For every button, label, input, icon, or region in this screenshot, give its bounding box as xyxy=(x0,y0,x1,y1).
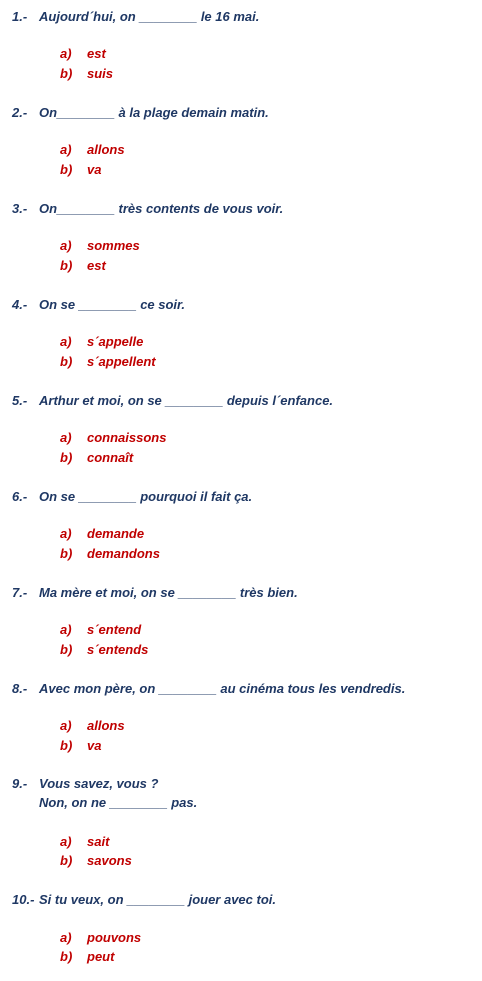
question-text: Si tu veux, on ________ jouer avec toi. xyxy=(39,892,276,907)
option-b xyxy=(60,354,156,370)
option-text: est xyxy=(87,258,106,273)
option-a xyxy=(60,238,140,254)
option-text: sait xyxy=(87,834,110,849)
option-text: s´entends xyxy=(87,642,149,657)
option-letter: b) xyxy=(60,450,73,465)
option-text: demandons xyxy=(87,546,160,561)
option-text: va xyxy=(87,738,102,753)
option-text: allons xyxy=(87,142,125,157)
option-text: sommes xyxy=(87,238,140,253)
option-text: va xyxy=(87,162,102,177)
question-line xyxy=(12,585,298,601)
option-letter: a) xyxy=(60,238,72,253)
question-line xyxy=(12,201,283,217)
question-number: 9.- xyxy=(12,776,28,791)
question-line xyxy=(12,9,259,25)
option-letter: b) xyxy=(60,853,73,868)
option-text: s´appellent xyxy=(87,354,156,369)
question-text: On________ très contents de vous voir. xyxy=(39,201,284,216)
option-letter: b) xyxy=(60,66,73,81)
question-number: 10.- xyxy=(12,892,35,907)
question-text: Arthur et moi, on se ________ depuis l´enfance. xyxy=(39,393,334,408)
option-letter: a) xyxy=(60,142,72,157)
option-b xyxy=(60,949,114,965)
question-line xyxy=(12,681,405,697)
option-text: savons xyxy=(87,853,132,868)
question-number: 3.- xyxy=(12,201,28,216)
option-letter: b) xyxy=(60,354,73,369)
question-line xyxy=(12,776,158,792)
question-number: 7.- xyxy=(12,585,28,600)
option-a xyxy=(60,334,143,350)
question-number: 8.- xyxy=(12,681,28,696)
option-text: peut xyxy=(87,949,115,964)
question-line xyxy=(12,105,269,121)
question-text: On________ à la plage demain matin. xyxy=(39,105,269,120)
option-a xyxy=(60,834,109,850)
question-text: On se ________ ce soir. xyxy=(39,297,185,312)
question-text-second-line: Non, on ne ________ pas. xyxy=(39,795,198,810)
question-line xyxy=(12,393,333,409)
question-line xyxy=(12,297,185,313)
question-number: 4.- xyxy=(12,297,28,312)
option-b xyxy=(60,546,160,562)
option-a xyxy=(60,142,125,158)
option-a xyxy=(60,526,144,542)
option-letter: a) xyxy=(60,622,72,637)
option-letter: b) xyxy=(60,546,73,561)
option-text: s´appelle xyxy=(87,334,144,349)
option-letter: b) xyxy=(60,642,73,657)
option-a xyxy=(60,718,125,734)
option-text: suis xyxy=(87,66,114,81)
question-text: Avec mon père, on ________ au cinéma tous les vendredis. xyxy=(39,681,406,696)
option-text: demande xyxy=(87,526,145,541)
option-b xyxy=(60,450,133,466)
option-text: pouvons xyxy=(87,930,142,945)
option-a xyxy=(60,46,106,62)
option-text: connaît xyxy=(87,450,134,465)
option-text: allons xyxy=(87,718,125,733)
question-text: On se ________ pourquoi il fait ça. xyxy=(39,489,253,504)
option-a xyxy=(60,622,141,638)
question-number: 6.- xyxy=(12,489,28,504)
option-letter: a) xyxy=(60,430,72,445)
option-letter: b) xyxy=(60,738,73,753)
question-text: Vous savez, vous ? xyxy=(39,776,159,791)
option-b xyxy=(60,66,113,82)
option-text: est xyxy=(87,46,106,61)
option-letter: b) xyxy=(60,162,73,177)
option-b xyxy=(60,258,106,274)
option-a xyxy=(60,430,166,446)
question-number: 1.- xyxy=(12,9,28,24)
option-b xyxy=(60,162,101,178)
question-line xyxy=(12,892,276,908)
option-a xyxy=(60,930,141,946)
option-b xyxy=(60,738,101,754)
option-b xyxy=(60,853,132,869)
option-letter: a) xyxy=(60,526,72,541)
question-line xyxy=(12,489,252,505)
question-text: Aujourd´hui, on ________ le 16 mai. xyxy=(39,9,260,24)
option-letter: a) xyxy=(60,834,72,849)
option-letter: b) xyxy=(60,258,73,273)
question-number: 5.- xyxy=(12,393,28,408)
option-letter: b) xyxy=(60,949,73,964)
question-number: 2.- xyxy=(12,105,28,120)
option-letter: a) xyxy=(60,718,72,733)
option-letter: a) xyxy=(60,334,72,349)
option-text: connaissons xyxy=(87,430,167,445)
option-text: s´entend xyxy=(87,622,142,637)
question-text: Ma mère et moi, on se ________ très bien. xyxy=(39,585,298,600)
option-b xyxy=(60,642,148,658)
option-letter: a) xyxy=(60,930,72,945)
option-letter: a) xyxy=(60,46,72,61)
